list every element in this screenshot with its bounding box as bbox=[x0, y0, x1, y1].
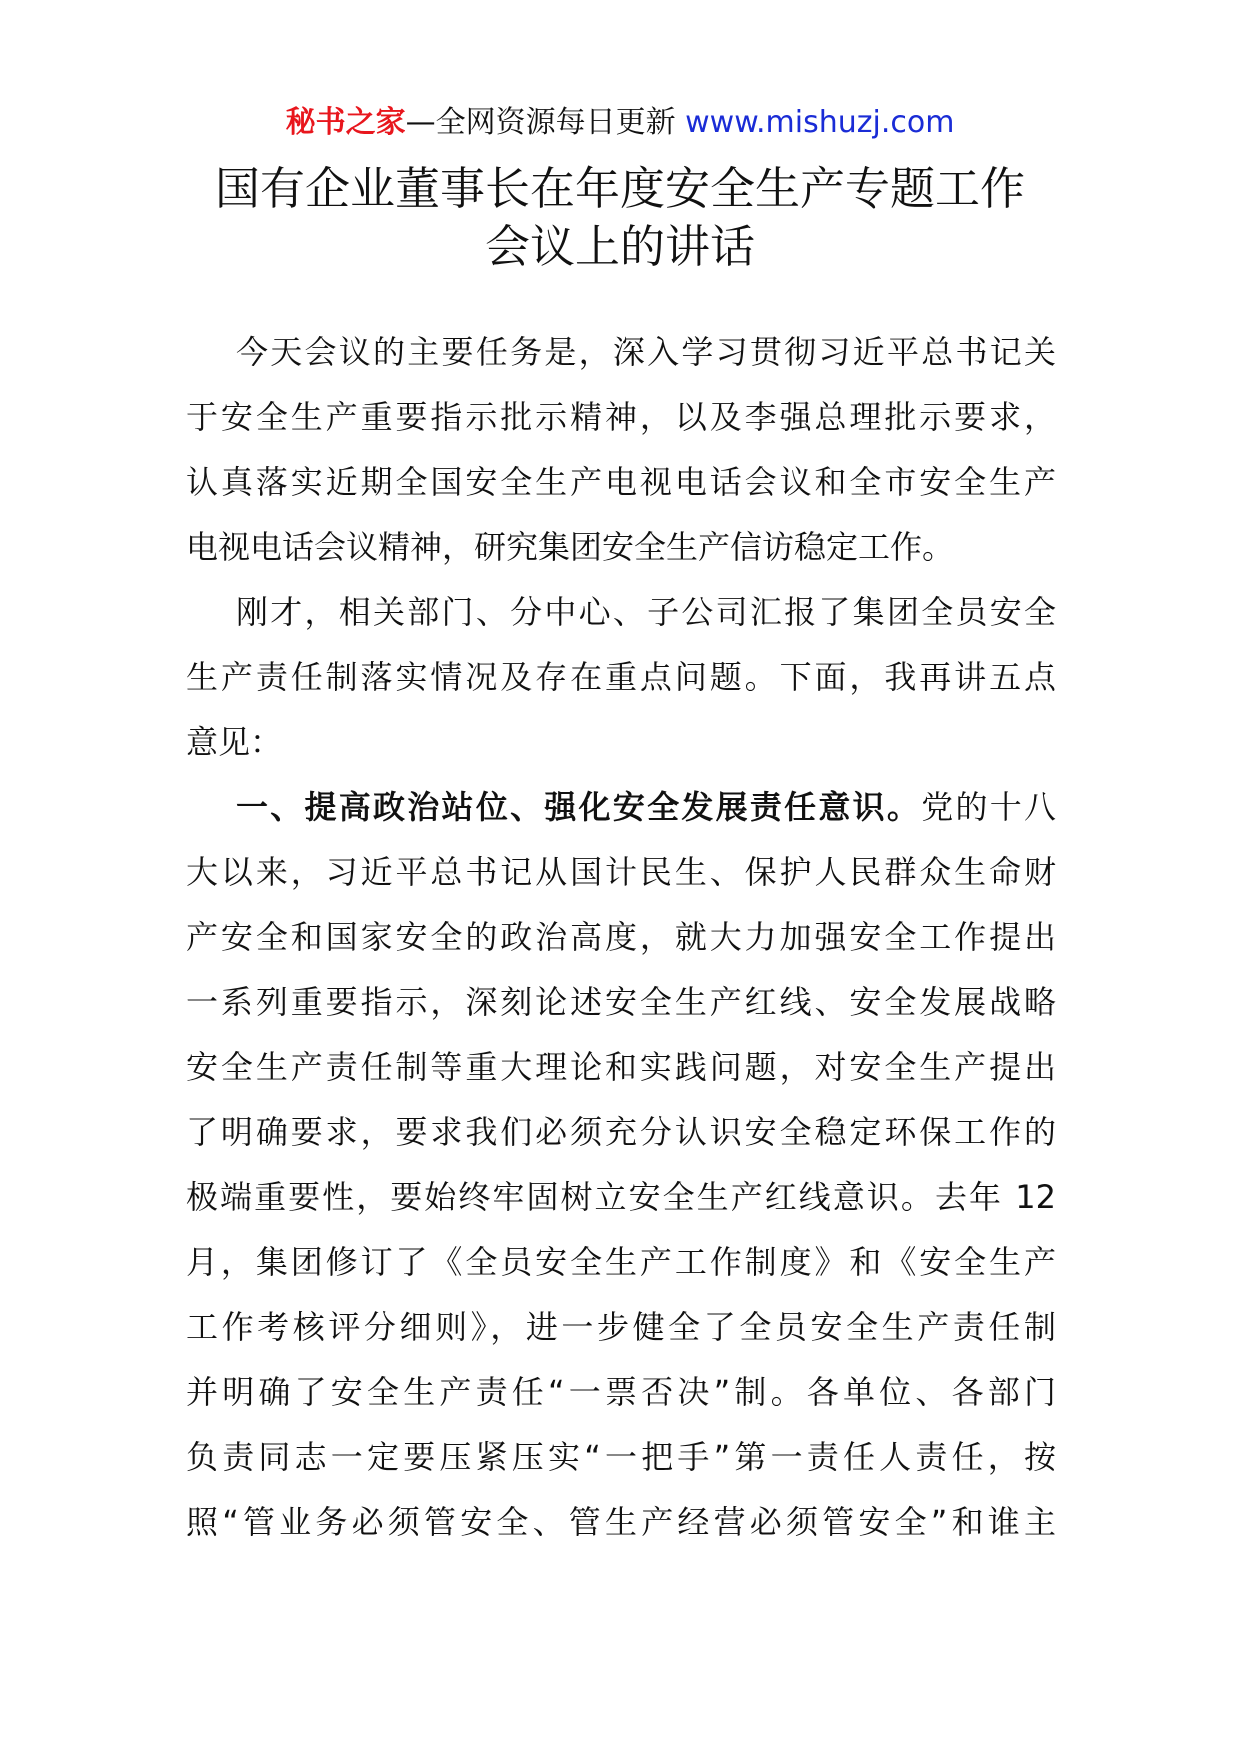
paragraph-line: 认真落实近期全国安全生产电视电话会议和全市安全生产 bbox=[186, 463, 1056, 501]
document-body bbox=[186, 320, 1056, 1555]
paragraph-line: 照“管业务必须管安全、管生产经营必须管安全”和谁主 bbox=[186, 1503, 1056, 1541]
paragraph-line: 了明确要求，要求我们必须充分认识安全稳定环保工作的 bbox=[186, 1113, 1056, 1151]
heading-line-rest: 党的十八 bbox=[921, 788, 1056, 826]
paragraph-1 bbox=[186, 320, 1056, 580]
paragraph-line: 生产责任制落实情况及存在重点问题。下面，我再讲五点 bbox=[186, 658, 1056, 696]
site-url-link[interactable]: www.mishuzj.com bbox=[685, 105, 955, 140]
site-slogan: —全网资源每日更新 bbox=[405, 105, 686, 140]
section-heading: 一、提高政治站位、强化安全发展责任意识。 bbox=[236, 788, 922, 826]
paragraph-line: 负责同志一定要压紧压实“一把手”第一责任人责任，按 bbox=[186, 1438, 1056, 1476]
site-brand: 秘书之家 bbox=[285, 105, 406, 140]
paragraph-line: 安全生产责任制等重大理论和实践问题，对安全生产提出 bbox=[186, 1048, 1056, 1086]
paragraph-3 bbox=[186, 775, 1056, 1555]
site-header bbox=[0, 103, 1240, 143]
paragraph-line: 于安全生产重要指示批示精神，以及李强总理批示要求， bbox=[186, 398, 1056, 436]
paragraph-2 bbox=[186, 580, 1056, 775]
title-line-2: 会议上的讲话 bbox=[484, 220, 755, 273]
paragraph-line: 刚才，相关部门、分中心、子公司汇报了集团全员安全 bbox=[236, 593, 1056, 631]
document-title bbox=[150, 160, 1090, 276]
paragraph-line: 工作考核评分细则》，进一步健全了全员安全生产责任制 bbox=[186, 1308, 1056, 1346]
paragraph-line: 大以来，习近平总书记从国计民生、保护人民群众生命财 bbox=[186, 853, 1056, 891]
paragraph-line: 电视电话会议精神，研究集团安全生产信访稳定工作。 bbox=[186, 528, 955, 566]
paragraph-line: 一系列重要指示，深刻论述安全生产红线、安全发展战略 bbox=[186, 983, 1056, 1021]
paragraph-line: 并明确了安全生产责任“一票否决”制。各单位、各部门 bbox=[186, 1373, 1056, 1411]
paragraph-heading-line bbox=[186, 775, 1056, 840]
paragraph-line: 意见： bbox=[186, 723, 283, 761]
paragraph-line: 极端重要性，要始终牢固树立安全生产红线意识。去年 12 bbox=[186, 1178, 1056, 1216]
paragraph-line: 今天会议的主要任务是，深入学习贯彻习近平总书记关 bbox=[236, 333, 1056, 371]
title-line-1: 国有企业董事长在年度安全生产专题工作 bbox=[214, 162, 1025, 215]
paragraph-line: 产安全和国家安全的政治高度，就大力加强安全工作提出 bbox=[186, 918, 1056, 956]
paragraph-line: 月，集团修订了《全员安全生产工作制度》和《安全生产 bbox=[186, 1243, 1056, 1281]
